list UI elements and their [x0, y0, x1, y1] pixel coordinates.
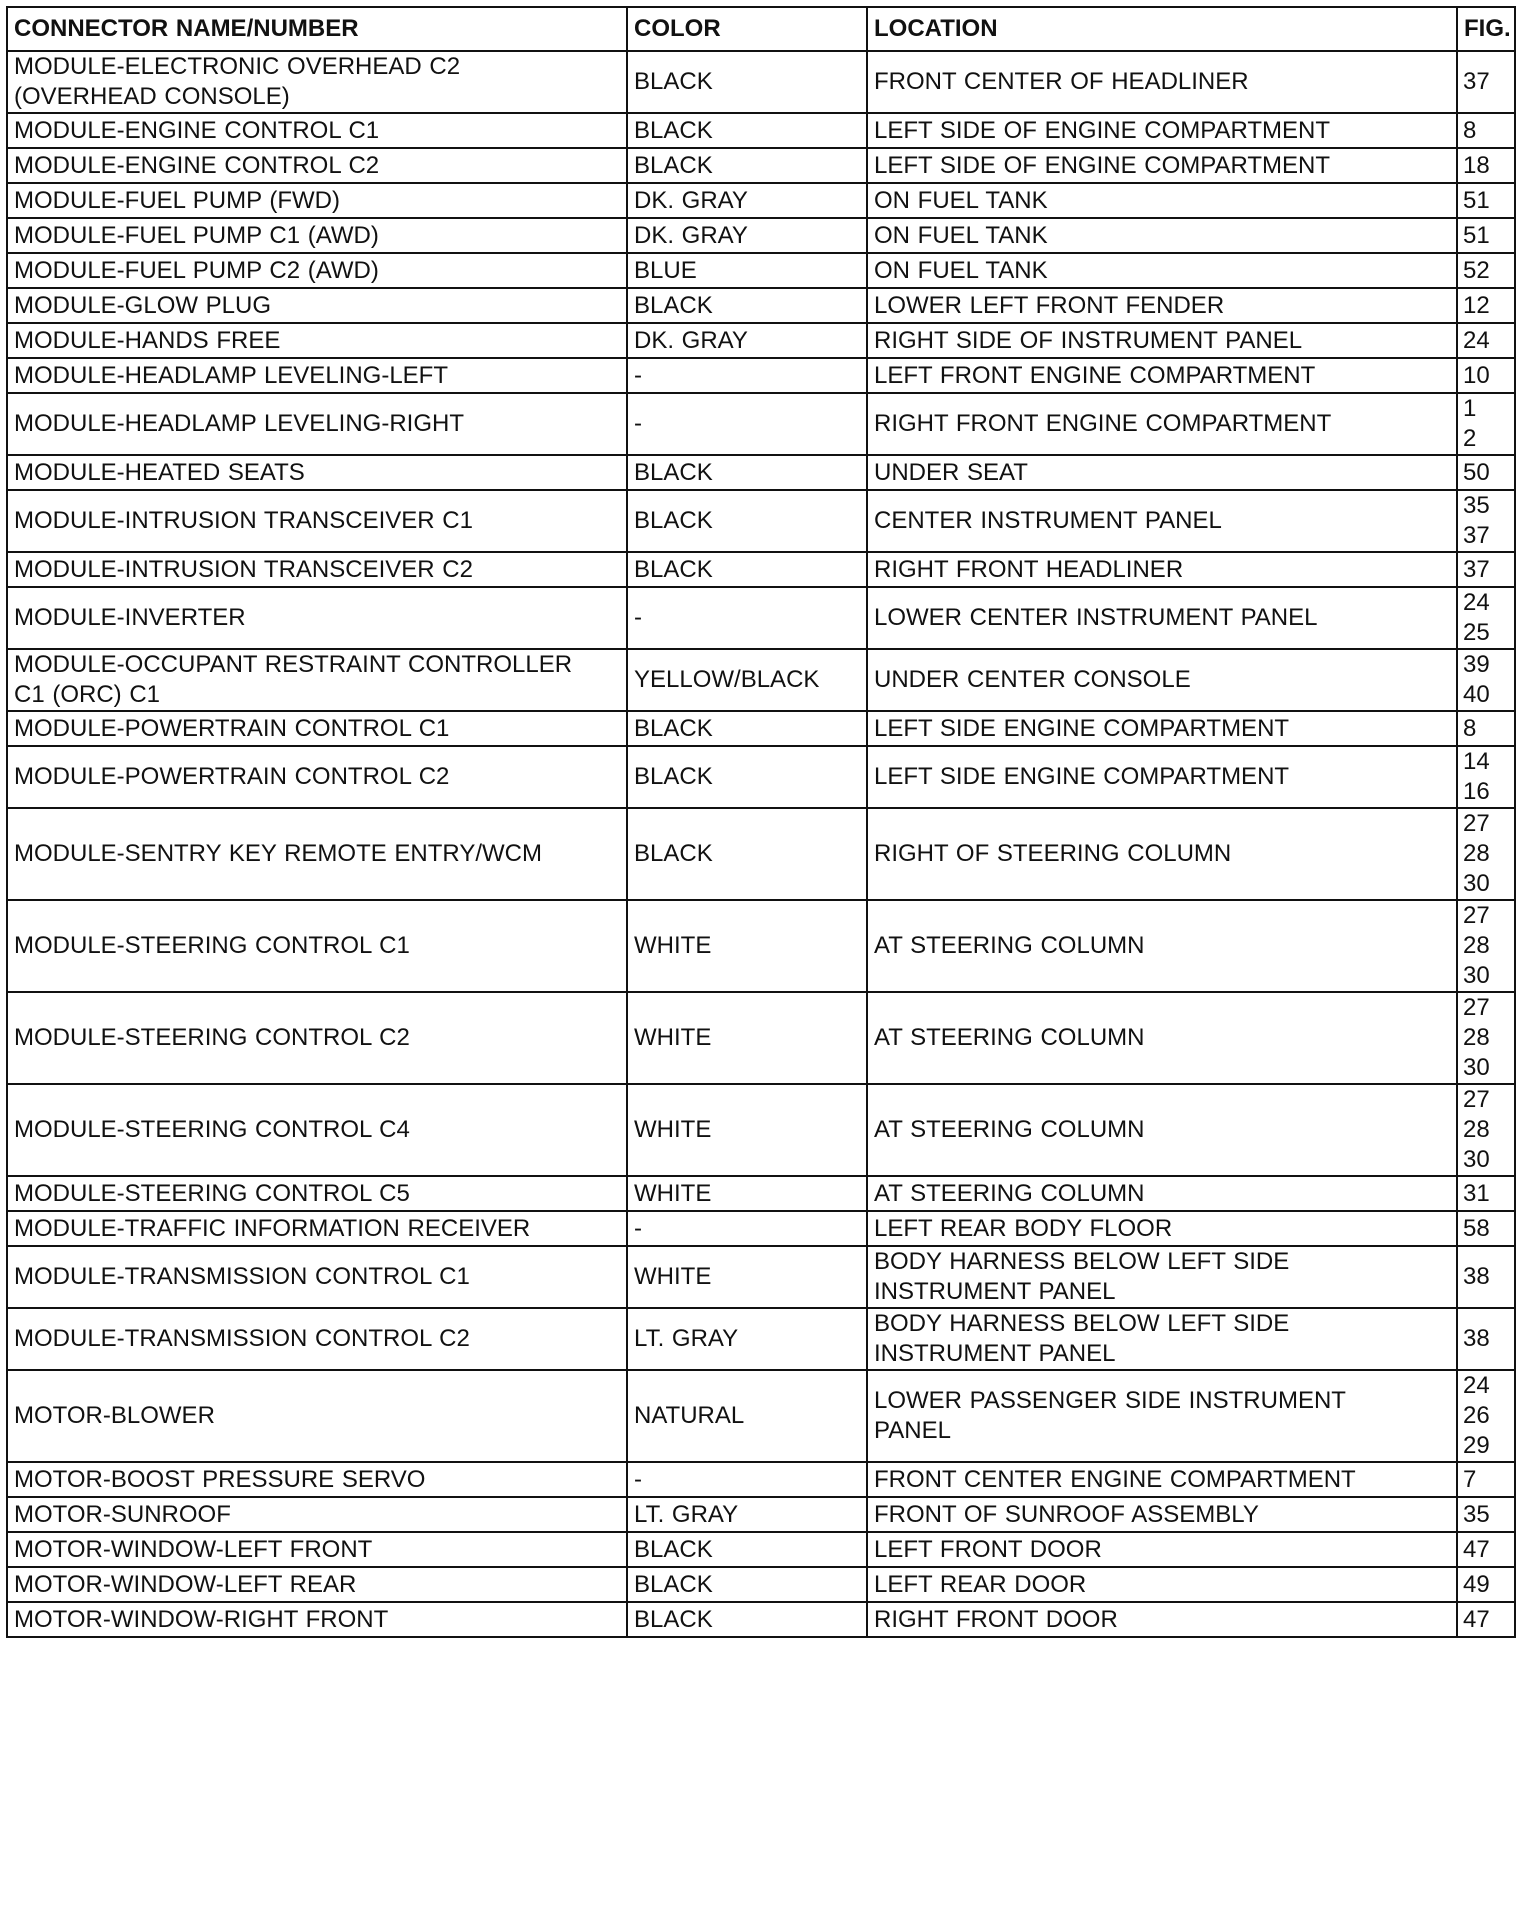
location-cell: ON FUEL TANK [867, 253, 1457, 288]
connector-name-cell: MODULE-FUEL PUMP C1 (AWD) [7, 218, 627, 253]
table-row [7, 808, 1515, 900]
connector-name-cell: MODULE-SENTRY KEY REMOTE ENTRY/WCM [7, 808, 627, 900]
connector-name-cell: MODULE-HANDS FREE [7, 323, 627, 358]
location-cell: LOWER CENTER INSTRUMENT PANEL [867, 587, 1457, 649]
location-cell: RIGHT OF STEERING COLUMN [867, 808, 1457, 900]
fig-cell [1457, 1370, 1515, 1462]
fig-number: 27 [1463, 902, 1490, 929]
location-cell: AT STEERING COLUMN [867, 1176, 1457, 1211]
fig-number: 31 [1463, 1179, 1490, 1207]
color-cell: BLACK [627, 1532, 867, 1567]
location-cell: RIGHT FRONT ENGINE COMPARTMENT [867, 393, 1457, 455]
connector-name-cell: MOTOR-SUNROOF [7, 1497, 627, 1532]
fig-cell [1457, 1084, 1515, 1176]
fig-number: 47 [1463, 1605, 1490, 1633]
fig-number: 38 [1463, 1325, 1490, 1352]
fig-number: 26 [1463, 1402, 1490, 1429]
fig-number: 10 [1463, 361, 1490, 389]
table-row [7, 1211, 1515, 1246]
table-row [7, 1567, 1515, 1602]
color-cell: YELLOW/BLACK [627, 649, 867, 711]
connector-name-cell: MOTOR-WINDOW-LEFT FRONT [7, 1532, 627, 1567]
color-cell: WHITE [627, 1246, 867, 1308]
color-cell: BLACK [627, 113, 867, 148]
location-cell: FRONT CENTER ENGINE COMPARTMENT [867, 1462, 1457, 1497]
fig-cell [1457, 1308, 1515, 1370]
color-cell: DK. GRAY [627, 323, 867, 358]
connector-name-cell: MODULE-ELECTRONIC OVERHEAD C2 (OVERHEAD CONSOLE) [7, 51, 627, 113]
location-cell: CENTER INSTRUMENT PANEL [867, 490, 1457, 552]
fig-cell [1457, 148, 1515, 183]
fig-cell [1457, 1462, 1515, 1497]
fig-cell [1457, 113, 1515, 148]
fig-cell [1457, 1176, 1515, 1211]
table-row [7, 393, 1515, 455]
color-cell: WHITE [627, 992, 867, 1084]
table-header-row [7, 7, 1515, 51]
location-cell: LOWER PASSENGER SIDE INSTRUMENT PANEL [867, 1370, 1457, 1462]
fig-number: 50 [1463, 458, 1490, 486]
connector-name-cell: MODULE-POWERTRAIN CONTROL C1 [7, 711, 627, 746]
connector-name-cell: MODULE-STEERING CONTROL C1 [7, 900, 627, 992]
location-cell: LEFT REAR BODY FLOOR [867, 1211, 1457, 1246]
table-row [7, 253, 1515, 288]
color-cell: BLACK [627, 148, 867, 183]
connector-name-cell: MOTOR-BLOWER [7, 1370, 627, 1462]
fig-cell [1457, 455, 1515, 490]
fig-number: 24 [1463, 326, 1490, 354]
location-cell: RIGHT SIDE OF INSTRUMENT PANEL [867, 323, 1457, 358]
connector-name-cell: MODULE-HEADLAMP LEVELING-LEFT [7, 358, 627, 393]
fig-number: 7 [1463, 1465, 1477, 1493]
fig-cell [1457, 393, 1515, 455]
color-cell: LT. GRAY [627, 1497, 867, 1532]
fig-number: 16 [1463, 778, 1490, 805]
table-row [7, 455, 1515, 490]
fig-cell [1457, 552, 1515, 587]
color-cell: NATURAL [627, 1370, 867, 1462]
fig-number: 18 [1463, 151, 1490, 179]
fig-number: 51 [1463, 221, 1490, 249]
table-row [7, 323, 1515, 358]
fig-cell [1457, 711, 1515, 746]
fig-number: 51 [1463, 186, 1490, 214]
fig-number: 24 [1463, 1372, 1490, 1399]
table-row [7, 218, 1515, 253]
fig-cell [1457, 992, 1515, 1084]
fig-number: 27 [1463, 810, 1490, 837]
fig-cell [1457, 1532, 1515, 1567]
fig-cell [1457, 1602, 1515, 1637]
fig-cell [1457, 746, 1515, 808]
color-cell: BLACK [627, 1602, 867, 1637]
fig-number: 30 [1463, 870, 1490, 897]
fig-cell [1457, 218, 1515, 253]
fig-number: 27 [1463, 994, 1490, 1021]
connector-name-cell: MODULE-FUEL PUMP (FWD) [7, 183, 627, 218]
location-cell: AT STEERING COLUMN [867, 900, 1457, 992]
table-row [7, 1497, 1515, 1532]
fig-number: 28 [1463, 1024, 1490, 1051]
color-cell: BLACK [627, 1567, 867, 1602]
table-row [7, 288, 1515, 323]
fig-number: 14 [1463, 748, 1490, 775]
connector-name-cell: MODULE-TRANSMISSION CONTROL C1 [7, 1246, 627, 1308]
color-cell: BLACK [627, 746, 867, 808]
connector-name-cell: MODULE-STEERING CONTROL C2 [7, 992, 627, 1084]
table-row [7, 746, 1515, 808]
table-row [7, 552, 1515, 587]
fig-cell [1457, 1246, 1515, 1308]
fig-number: 1 [1463, 395, 1477, 422]
fig-cell [1457, 900, 1515, 992]
location-cell: BODY HARNESS BELOW LEFT SIDE INSTRUMENT PANEL [867, 1246, 1457, 1308]
table-row [7, 148, 1515, 183]
fig-number: 29 [1463, 1432, 1490, 1459]
connector-name-cell: MODULE-ENGINE CONTROL C2 [7, 148, 627, 183]
fig-number: 35 [1463, 1500, 1490, 1528]
connector-table-container [6, 6, 1514, 1638]
fig-cell [1457, 323, 1515, 358]
color-cell: BLACK [627, 808, 867, 900]
table-row [7, 900, 1515, 992]
fig-cell [1457, 51, 1515, 113]
location-cell: LEFT SIDE ENGINE COMPARTMENT [867, 746, 1457, 808]
header-fig: FIG. [1457, 7, 1515, 51]
table-row [7, 1532, 1515, 1567]
color-cell: - [627, 1462, 867, 1497]
location-cell: UNDER CENTER CONSOLE [867, 649, 1457, 711]
fig-cell [1457, 1567, 1515, 1602]
connector-name-cell: MODULE-GLOW PLUG [7, 288, 627, 323]
color-cell: BLACK [627, 552, 867, 587]
color-cell: BLACK [627, 455, 867, 490]
fig-number: 27 [1463, 1086, 1490, 1113]
table-row [7, 113, 1515, 148]
color-cell: - [627, 358, 867, 393]
fig-number: 37 [1463, 522, 1490, 549]
fig-cell [1457, 490, 1515, 552]
fig-number: 47 [1463, 1535, 1490, 1563]
fig-cell [1457, 358, 1515, 393]
fig-cell [1457, 808, 1515, 900]
fig-number: 25 [1463, 619, 1490, 646]
location-cell: ON FUEL TANK [867, 183, 1457, 218]
location-cell: RIGHT FRONT DOOR [867, 1602, 1457, 1637]
fig-number: 28 [1463, 840, 1490, 867]
header-color: COLOR [627, 7, 867, 51]
color-cell: - [627, 393, 867, 455]
color-cell: BLUE [627, 253, 867, 288]
location-cell: RIGHT FRONT HEADLINER [867, 552, 1457, 587]
location-cell: ON FUEL TANK [867, 218, 1457, 253]
table-row [7, 51, 1515, 113]
location-cell: LEFT FRONT ENGINE COMPARTMENT [867, 358, 1457, 393]
table-row [7, 1370, 1515, 1462]
table-row [7, 183, 1515, 218]
table-row [7, 1246, 1515, 1308]
location-cell: UNDER SEAT [867, 455, 1457, 490]
location-cell: LEFT FRONT DOOR [867, 1532, 1457, 1567]
connector-name-cell: MODULE-INVERTER [7, 587, 627, 649]
color-cell: BLACK [627, 288, 867, 323]
fig-number: 30 [1463, 1054, 1490, 1081]
fig-number: 38 [1463, 1263, 1490, 1290]
location-cell: AT STEERING COLUMN [867, 992, 1457, 1084]
table-row [7, 1176, 1515, 1211]
fig-cell [1457, 1211, 1515, 1246]
color-cell: DK. GRAY [627, 183, 867, 218]
fig-cell [1457, 253, 1515, 288]
connector-name-cell: MODULE-ENGINE CONTROL C1 [7, 113, 627, 148]
fig-number: 8 [1463, 116, 1477, 144]
connector-name-cell: MODULE-OCCUPANT RESTRAINT CONTROLLER C1 (ORC) C1 [7, 649, 627, 711]
table-row [7, 587, 1515, 649]
fig-number: 35 [1463, 492, 1490, 519]
connector-name-cell: MODULE-FUEL PUMP C2 (AWD) [7, 253, 627, 288]
table-row [7, 1602, 1515, 1637]
connector-name-cell: MODULE-TRANSMISSION CONTROL C2 [7, 1308, 627, 1370]
connector-name-cell: MOTOR-BOOST PRESSURE SERVO [7, 1462, 627, 1497]
color-cell: WHITE [627, 900, 867, 992]
fig-number: 30 [1463, 1146, 1490, 1173]
table-row [7, 1462, 1515, 1497]
connector-name-cell: MODULE-HEADLAMP LEVELING-RIGHT [7, 393, 627, 455]
fig-number: 12 [1463, 291, 1490, 319]
connector-name-cell: MODULE-TRAFFIC INFORMATION RECEIVER [7, 1211, 627, 1246]
color-cell: BLACK [627, 51, 867, 113]
color-cell: - [627, 587, 867, 649]
table-row [7, 358, 1515, 393]
fig-number: 37 [1463, 555, 1490, 583]
fig-number: 8 [1463, 714, 1477, 742]
table-row [7, 992, 1515, 1084]
color-cell: BLACK [627, 490, 867, 552]
location-cell: LEFT REAR DOOR [867, 1567, 1457, 1602]
fig-number: 49 [1463, 1570, 1490, 1598]
fig-number: 2 [1463, 425, 1477, 452]
table-row [7, 649, 1515, 711]
color-cell: - [627, 1211, 867, 1246]
table-row [7, 711, 1515, 746]
connector-name-cell: MOTOR-WINDOW-LEFT REAR [7, 1567, 627, 1602]
fig-cell [1457, 183, 1515, 218]
location-cell: LEFT SIDE OF ENGINE COMPARTMENT [867, 148, 1457, 183]
connector-name-cell: MODULE-STEERING CONTROL C5 [7, 1176, 627, 1211]
location-cell: BODY HARNESS BELOW LEFT SIDE INSTRUMENT PANEL [867, 1308, 1457, 1370]
table-row [7, 1084, 1515, 1176]
color-cell: WHITE [627, 1084, 867, 1176]
location-cell: LEFT SIDE OF ENGINE COMPARTMENT [867, 113, 1457, 148]
connector-name-cell: MODULE-HEATED SEATS [7, 455, 627, 490]
connector-name-cell: MODULE-STEERING CONTROL C4 [7, 1084, 627, 1176]
fig-number: 24 [1463, 589, 1490, 616]
fig-number: 37 [1463, 68, 1490, 95]
header-location: LOCATION [867, 7, 1457, 51]
fig-number: 40 [1463, 681, 1490, 708]
fig-cell [1457, 649, 1515, 711]
color-cell: DK. GRAY [627, 218, 867, 253]
location-cell: FRONT OF SUNROOF ASSEMBLY [867, 1497, 1457, 1532]
connector-name-cell: MODULE-POWERTRAIN CONTROL C2 [7, 746, 627, 808]
location-cell: LOWER LEFT FRONT FENDER [867, 288, 1457, 323]
fig-number: 28 [1463, 932, 1490, 959]
connector-table [6, 6, 1516, 1638]
fig-number: 28 [1463, 1116, 1490, 1143]
header-connector-name: CONNECTOR NAME/NUMBER [7, 7, 627, 51]
fig-number: 58 [1463, 1214, 1490, 1242]
connector-name-cell: MODULE-INTRUSION TRANSCEIVER C1 [7, 490, 627, 552]
connector-name-cell: MOTOR-WINDOW-RIGHT FRONT [7, 1602, 627, 1637]
connector-name-cell: MODULE-INTRUSION TRANSCEIVER C2 [7, 552, 627, 587]
table-row [7, 1308, 1515, 1370]
table-row [7, 490, 1515, 552]
fig-number: 39 [1463, 651, 1490, 678]
color-cell: WHITE [627, 1176, 867, 1211]
fig-number: 52 [1463, 256, 1490, 284]
color-cell: BLACK [627, 711, 867, 746]
fig-cell [1457, 587, 1515, 649]
table-body [7, 51, 1515, 1637]
fig-cell [1457, 1497, 1515, 1532]
fig-cell [1457, 288, 1515, 323]
fig-number: 30 [1463, 962, 1490, 989]
location-cell: LEFT SIDE ENGINE COMPARTMENT [867, 711, 1457, 746]
location-cell: FRONT CENTER OF HEADLINER [867, 51, 1457, 113]
color-cell: LT. GRAY [627, 1308, 867, 1370]
location-cell: AT STEERING COLUMN [867, 1084, 1457, 1176]
